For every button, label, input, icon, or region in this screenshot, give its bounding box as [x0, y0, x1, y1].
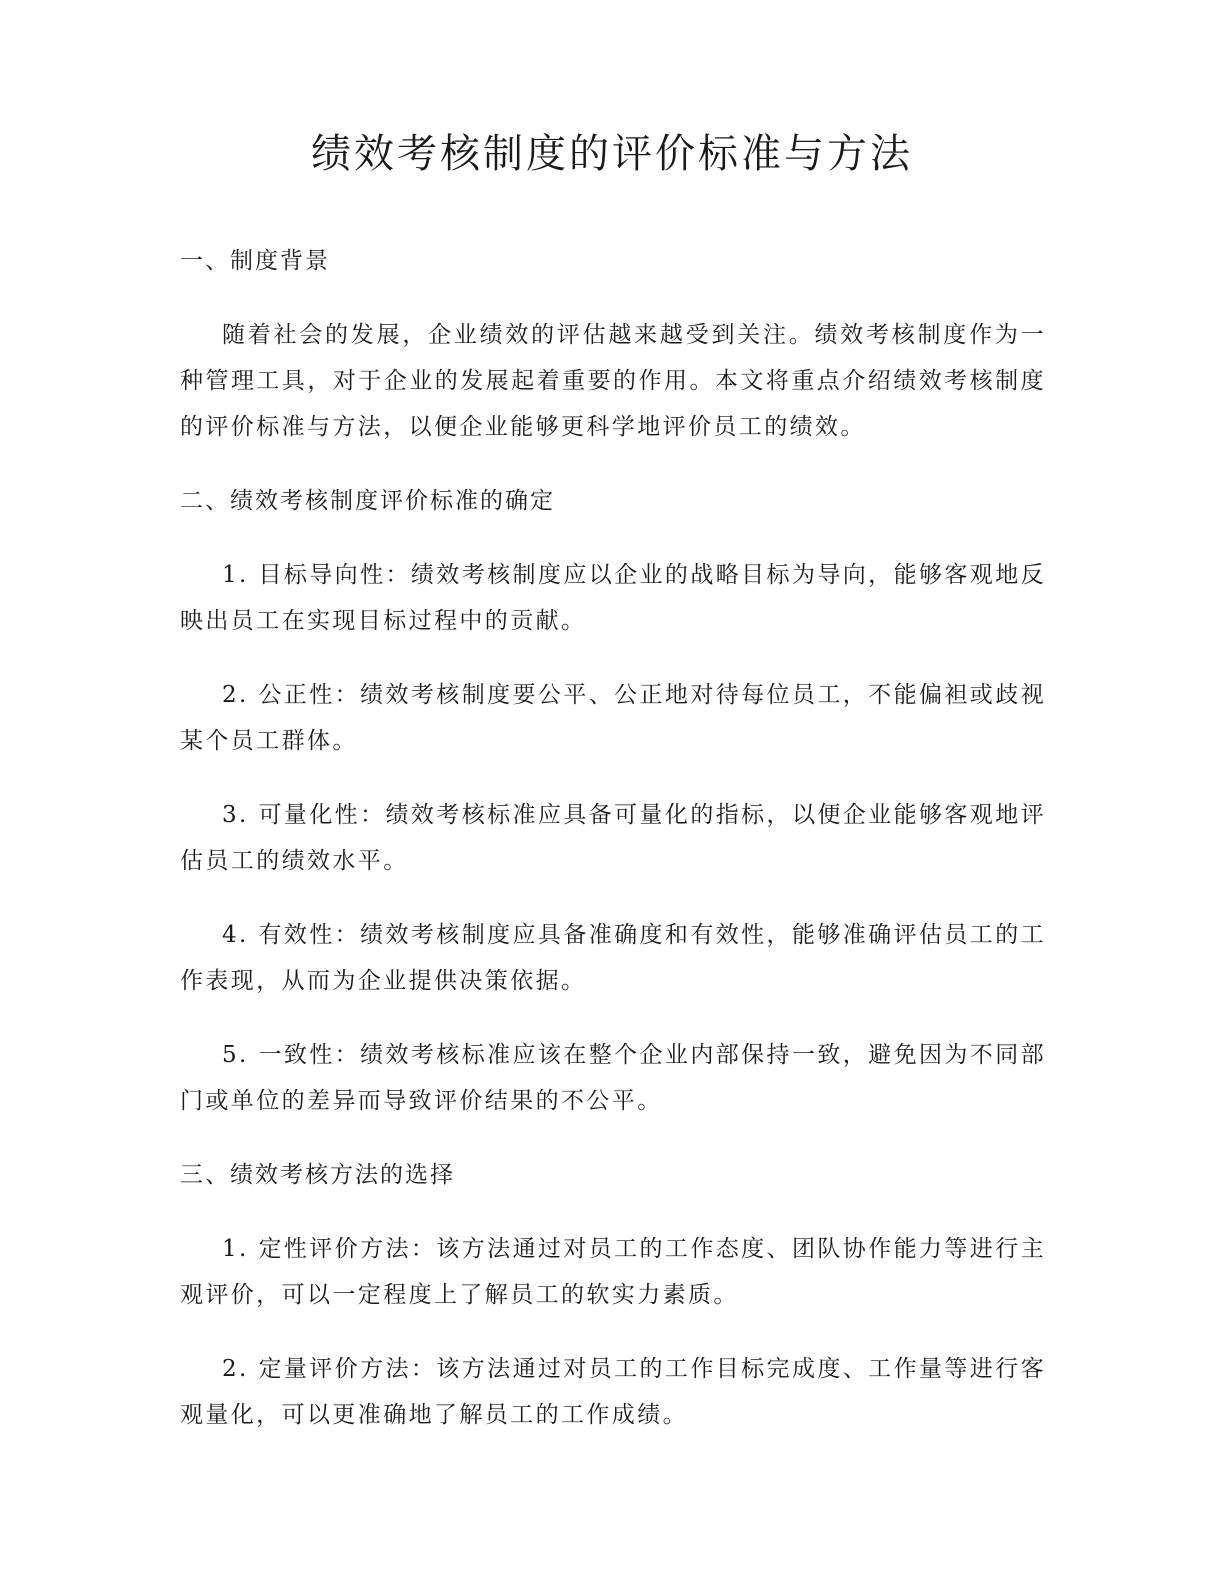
section-background [180, 238, 1046, 450]
section-method-selection [180, 1152, 1046, 1438]
section-heading: 三、绩效考核方法的选择 [180, 1162, 455, 1188]
list-item-paragraph: 1. 目标导向性：绩效考核制度应以企业的战略目标为导向，能够客观地反映出员工在实现目标过程中的贡献。 [180, 562, 1046, 634]
section-heading: 二、绩效考核制度评价标准的确定 [180, 488, 555, 514]
list-item-paragraph: 3. 可量化性：绩效考核标准应具备可量化的指标，以便企业能够客观地评估员工的绩效水平。 [180, 802, 1046, 874]
list-item-paragraph: 4. 有效性：绩效考核制度应具备准确度和有效性，能够准确评估员工的工作表现，从而为企业提供决策依据。 [180, 922, 1046, 994]
paragraph: 随着社会的发展，企业绩效的评估越来越受到关注。绩效考核制度作为一种管理工具，对于企业的发展起着重要的作用。本文将重点介绍绩效考核制度的评价标准与方法，以便企业能够更科学地评价员工的绩效。 [180, 322, 1046, 440]
section-evaluation-standards [180, 478, 1046, 1124]
document-body [180, 238, 1046, 1466]
list-item-paragraph: 2. 定量评价方法：该方法通过对员工的工作目标完成度、工作量等进行客观量化，可以更准确地了解员工的工作成绩。 [180, 1356, 1046, 1428]
list-item-paragraph: 1. 定性评价方法：该方法通过对员工的工作态度、团队协作能力等进行主观评价，可以一定程度上了解员工的软实力素质。 [180, 1236, 1046, 1308]
section-heading: 一、制度背景 [180, 248, 330, 274]
list-item-paragraph: 5. 一致性：绩效考核标准应该在整个企业内部保持一致，避免因为不同部门或单位的差异而导致评价结果的不公平。 [180, 1042, 1046, 1114]
list-item-paragraph: 2. 公正性：绩效考核制度要公平、公正地对待每位员工，不能偏袒或歧视某个员工群体。 [180, 682, 1046, 754]
document-title: 绩效考核制度的评价标准与方法 [311, 131, 913, 177]
